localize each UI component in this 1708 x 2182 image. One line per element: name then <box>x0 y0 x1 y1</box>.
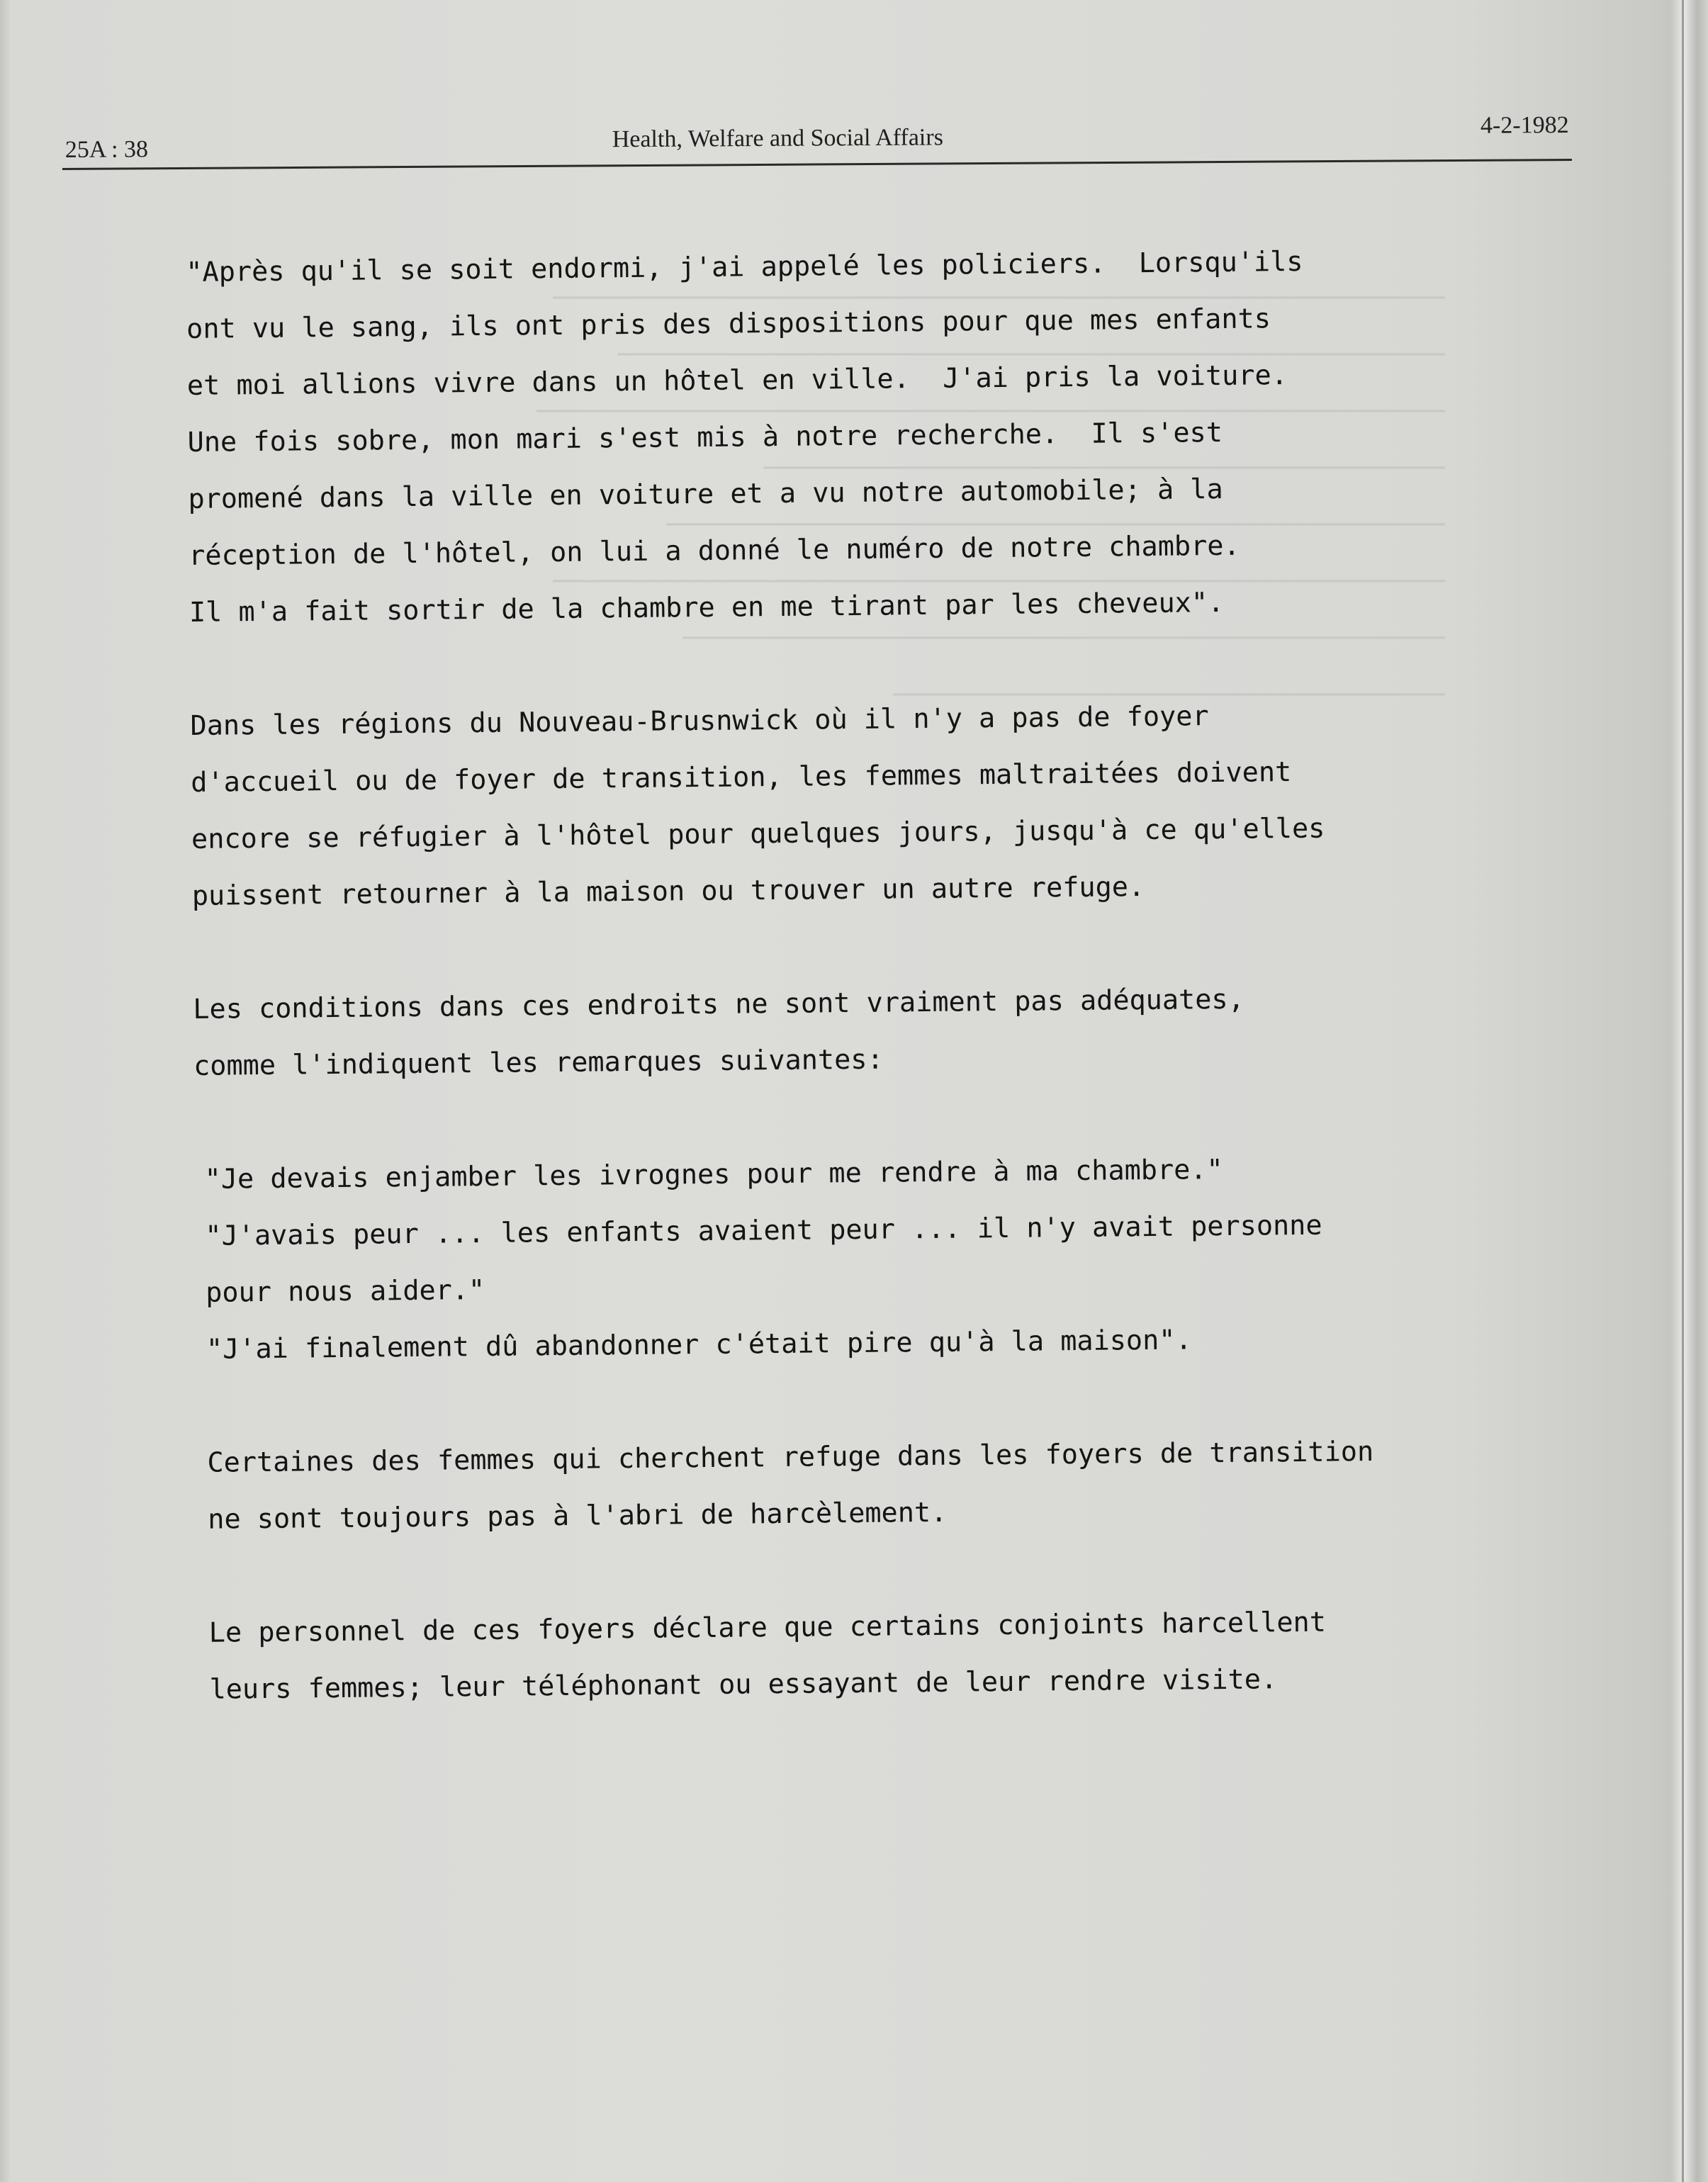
text-line: Certaines des femmes qui cherchent refuge dans les foyers de transition <box>207 1435 1374 1479</box>
text-line: d'accueil ou de foyer de transition, les femmes maltraitées doivent <box>191 756 1292 799</box>
text-line: leurs femmes; leur téléphonant ou essayant de leur rendre visite. <box>209 1663 1278 1706</box>
body-text <box>186 232 1546 1719</box>
text-line: promené dans la ville en voiture et a vu notre automobile; à la <box>188 473 1223 515</box>
text-line: Il m'a fait sortir de la chambre en me tirant par les cheveux". <box>189 586 1225 629</box>
paragraph-regions <box>190 685 1539 925</box>
text-line: pour nous aider." <box>205 1274 485 1309</box>
running-title: Health, Welfare and Social Affairs <box>612 124 943 153</box>
paragraph-harassment <box>197 1422 1544 1548</box>
text-line: et moi allions vivre dans un hôtel en ville. J'ai pris la voiture. <box>186 359 1288 402</box>
paragraph-testimony <box>186 232 1536 641</box>
page-header <box>62 108 1572 170</box>
text-line: "J'avais peur ... les enfants avaient peur ... il n'y avait personne <box>205 1209 1322 1252</box>
text-line: "Je devais enjamber les ivrognes pour me rendre à ma chambre." <box>204 1154 1223 1196</box>
paragraph-quotes <box>194 1139 1543 1378</box>
text-line: ont vu le sang, ils ont pris des dispositions pour que mes enfants <box>186 303 1271 345</box>
text-line: "Après qu'il se soit endormi, j'ai appelé les policiers. Lorsqu'ils <box>186 245 1303 288</box>
bleed-through-text: ─────────────────────────────────────────────────────── ─────────────────────────────────────────────────── ──────────────────────────────────────────────────────── ────────────────────────────────────────── ──────────────────────────────────────────────── ─────────────────────────────────────────────────────── ─────────────────────────────────────────────── ────────────────────────────────── <box>536 282 1445 710</box>
text-line: "J'ai finalement dû abandonner c'était pire qu'à la maison". <box>206 1324 1192 1366</box>
header-date: 4-2-1982 <box>1480 112 1569 139</box>
page-edge-line <box>1682 0 1684 2182</box>
text-line: encore se réfugier à l'hôtel pour quelques jours, jusqu'à ce qu'elles <box>191 812 1325 855</box>
paragraph-staff <box>198 1592 1546 1719</box>
text-line: réception de l'hôtel, on lui a donné le numéro de notre chambre. <box>189 529 1240 572</box>
text-line: Une fois sobre, mon mari s'est mis à notre recherche. Il s'est <box>187 416 1223 459</box>
page-number: 25A : 38 <box>64 136 149 163</box>
text-line: Dans les régions du Nouveau-Brusnwick où il n'y a pas de foyer <box>190 700 1209 742</box>
text-line: puissent retourner à la maison ou trouver un autre refuge. <box>191 871 1145 912</box>
text-line: comme l'indiquent les remarques suivantes: <box>193 1043 884 1082</box>
page-left-fold <box>0 0 10 2182</box>
paragraph-conditions <box>193 969 1540 1095</box>
text-line: Les conditions dans ces endroits ne sont vraiment pas adéquates, <box>193 983 1245 1025</box>
text-line: ne sont toujours pas à l'abri de harcèlement. <box>208 1496 948 1536</box>
page-binding-edge <box>1671 0 1708 2182</box>
text-line: Le personnel de ces foyers déclare que certains conjoints harcellent <box>208 1606 1327 1649</box>
